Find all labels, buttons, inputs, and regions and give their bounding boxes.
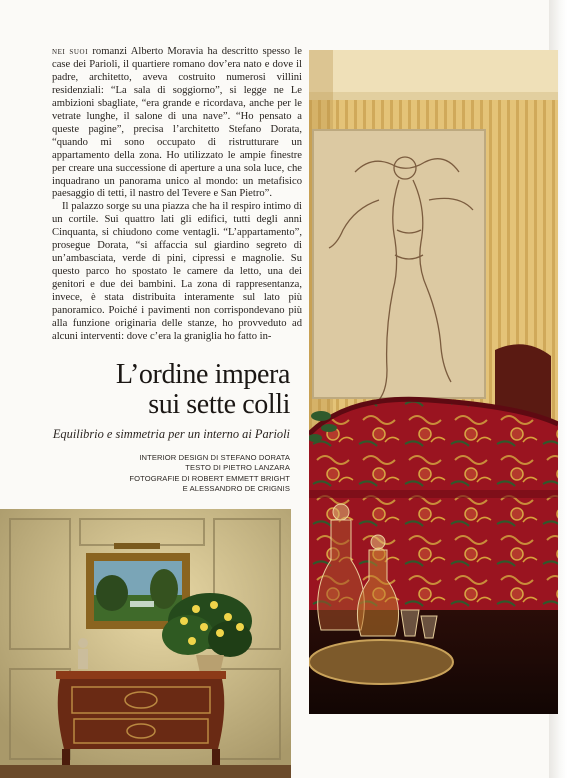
- article-title: [40, 360, 290, 420]
- credit-line: INTERIOR DESIGN DI STEFANO DORATA: [139, 453, 290, 462]
- commode-photo: [0, 509, 291, 778]
- article-credits: [120, 453, 290, 495]
- living-room-illustration: [309, 50, 558, 714]
- article-paragraph-1: [52, 46, 302, 201]
- article-body: [52, 46, 302, 344]
- credit-line: FOTOGRAFIE DI ROBERT EMMETT BRIGHT: [129, 473, 290, 483]
- credit-line: TESTO DI PIETRO LANZARA: [185, 463, 290, 473]
- lead-in: NEI SUOI: [52, 48, 89, 56]
- article-paragraph-2: Il palazzo sorge su una piazza che ha il respiro intimo di un cortile. Sui quattro lati gli edifici, tutti degli anni Cinquanta, si chiudono come ventagli. “L’appartamento”, prosegue Dorata, “si affaccia sul giardino segreto di un’ambasciata, verde di pini, cipressi e magnolie. Su questo parco ho spostato le camere da letto, una dei genitori e due dei bambini. La zona di rappresentanza, invece, è stata distribuita interamente sul lato più panoramico. Poiché i pavimenti non corrispondevano più alla funzione originaria delle stanze, ho provveduto ad alcuni interventi: dove c’era la graniglia ho fatto in-: [52, 201, 302, 342]
- title-line-2: sui sette colli: [148, 389, 290, 420]
- title-line-1: L’ordine impera: [115, 359, 290, 390]
- living-room-photo: [309, 50, 558, 714]
- article-subtitle: Equilibrio e simmetria per un interno ai Parioli: [52, 427, 290, 441]
- commode-illustration: [0, 509, 291, 778]
- credit-line: E ALESSANDRO DE CRIGNIS: [182, 484, 290, 494]
- paragraph-1-text: romanzi Alberto Moravia ha descritto spesso le case dei Parioli, il quartiere romano dov’era nato e dove il padre, architetto, aveva costruito numerosi villini residenziali: “La sala di soggiorno”, si legge ne Le ambizioni sbagliate, “era grande e ricordava, anche per le vetrate lunghe, il salone di una nave”. “Ho pensato a queste pagine”, precisa l’architetto Stefano Dorata, “quando mi sono occupato di ristrutturare un appartamento della zona. Ho utilizzato le ampie finestre per creare una successione di aperture a una sola luce, che inquadrano un panorama unico al mondo: un metafisico paesaggio di tetti, il nastro del Tevere e San Pietro”.: [52, 46, 302, 200]
